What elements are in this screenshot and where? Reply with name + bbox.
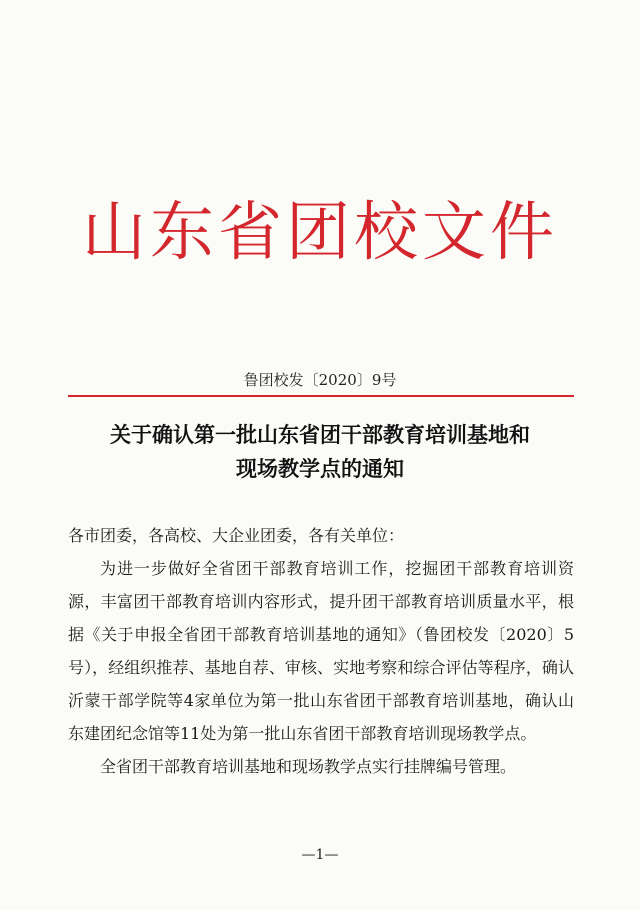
notice-title-line-2: 现场教学点的通知 bbox=[236, 456, 404, 481]
body-paragraph-2: 全省团干部教育培训基地和现场教学点实行挂牌编号管理。 bbox=[100, 757, 517, 776]
red-divider-line bbox=[68, 395, 574, 397]
body-paragraph-1: 为进一步做好全省团干部教育培训工作，挖掘团干部教育培训资源，丰富团干部教育培训内容形式，提升团干部教育培训质量水平，根据《关于申报全省团干部教育培训基地的通知》（鲁团校发〔2020〕5号），经组织推荐、基地自荐、审核、实地考察和综合评估等程序，确认沂蒙干部学院等4家单位为第一批山东省团干部教育培训基地，确认山东建团纪念馆等11处为第一批山东省团干部教育培训现场教学点。 bbox=[68, 559, 574, 743]
document-number: 鲁团校发〔2020〕9号 bbox=[243, 371, 397, 389]
notice-title-line-1: 关于确认第一批山东省团干部教育培训基地和 bbox=[110, 422, 530, 447]
document-header-title: 山东省团校文件 bbox=[82, 196, 558, 270]
page-number: —1— bbox=[301, 847, 339, 863]
salutation: 各市团委，各高校、大企业团委，各有关单位： bbox=[68, 526, 405, 545]
notice-body bbox=[68, 519, 574, 783]
notice-title bbox=[60, 418, 580, 486]
